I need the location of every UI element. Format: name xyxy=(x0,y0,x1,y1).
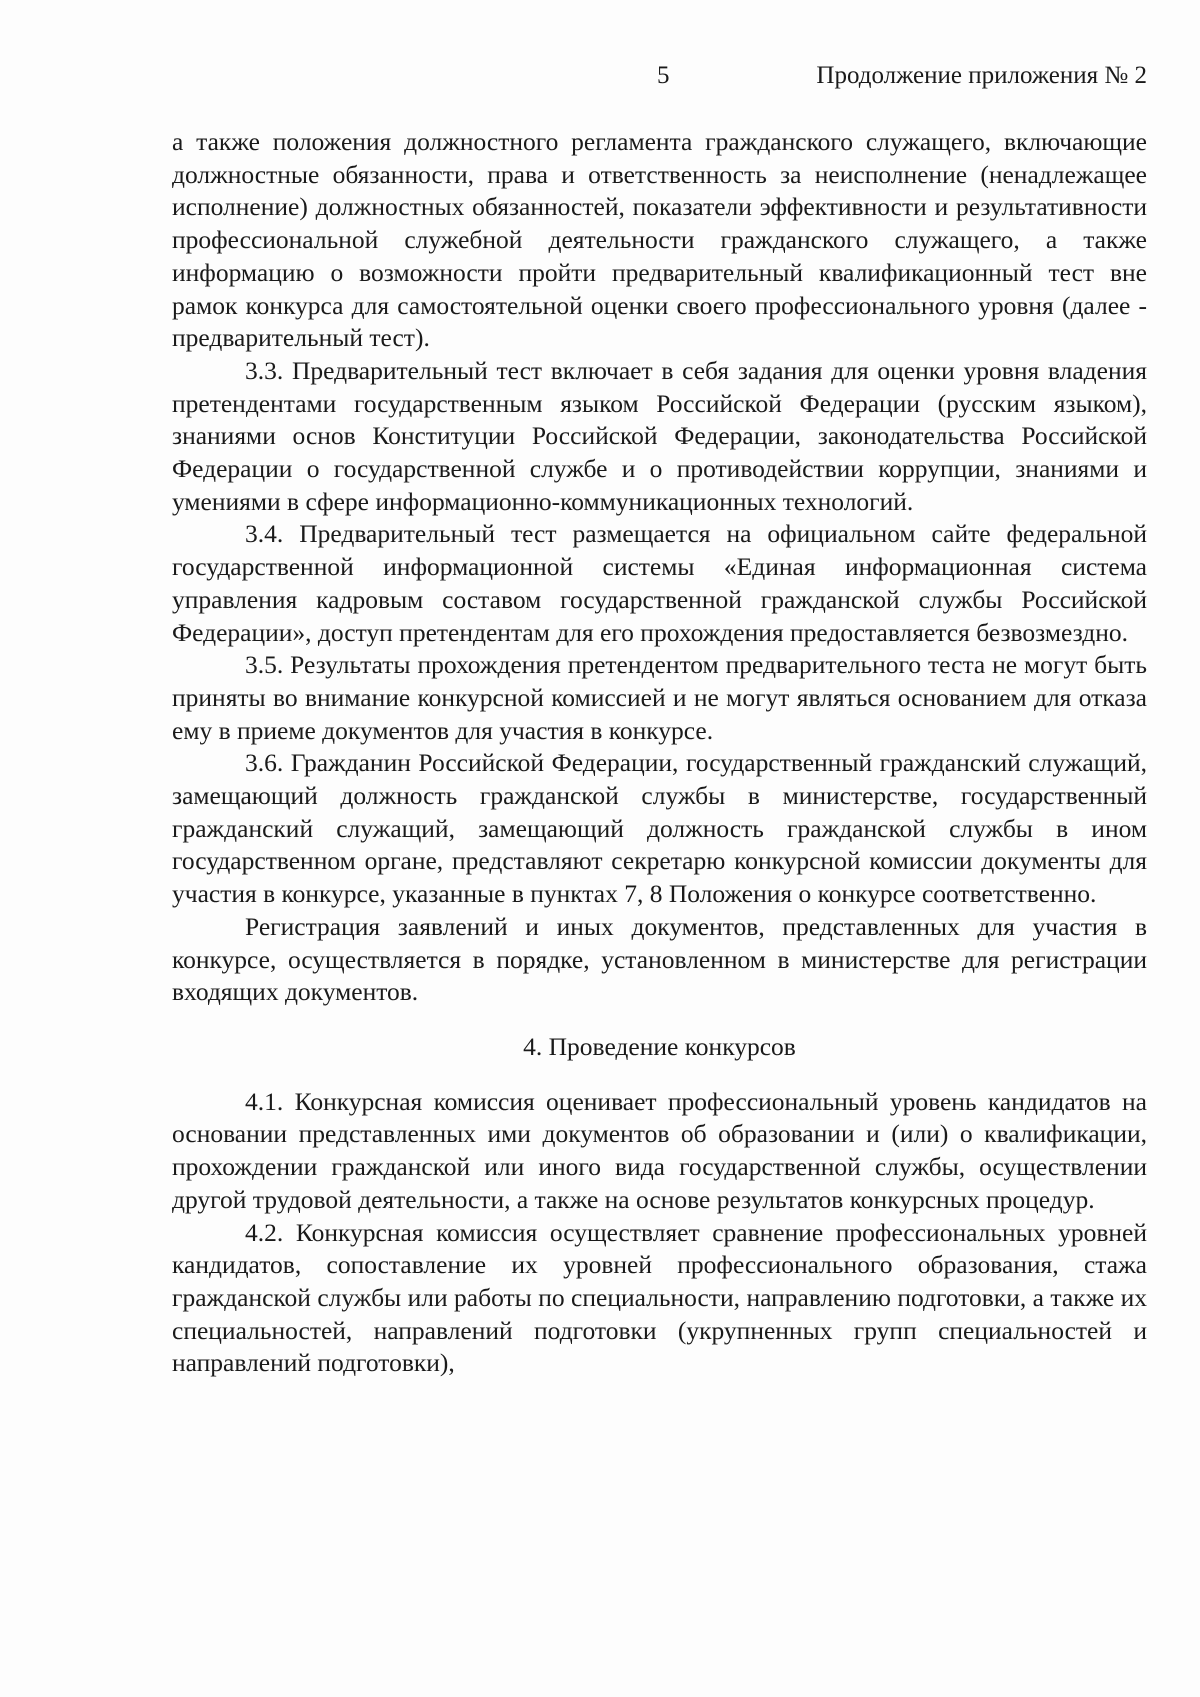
paragraph-3-6: 3.6. Гражданин Российской Федерации, государственный гражданский служащий, замещающий должность гражданской службы в министерстве, государственный гражданский служащий, замещающий должность гражданской службы в ином государственном органе, представляют секретарю конкурсной комиссии документы для участия в конкурсе, указанные в пунктах 7, 8 Положения о конкурсе соответственно. xyxy=(172,748,1147,909)
paragraph-registration: Регистрация заявлений и иных документов, представленных для участия в конкурсе, осуществляется в порядке, установленном в министерстве для регистрации входящих документов. xyxy=(172,911,1147,1007)
appendix-label: Продолжение приложения № 2 xyxy=(816,62,1147,89)
page-header xyxy=(172,62,1147,102)
paragraph-4-1: 4.1. Конкурсная комиссия оценивает профессиональный уровень кандидатов на основании представленных ими документов об образовании и (или) о квалификации, прохождении гражданской или иного вида государственной службы, осуществлении другой трудовой деятельности, а также на основе результатов конкурсных процедур. xyxy=(172,1086,1147,1214)
document-body xyxy=(172,126,1147,1380)
paragraph-continuation: а также положения должностного регламента гражданского служащего, включающие должностные обязанности, права и ответственность за неисполнение (ненадлежащее исполнение) должностных обязанностей, показатели эффективности и результативности профессиональной служебной деятельности гражданского служащего, а также информацию о возможности пройти предварительный квалификационный тест вне рамок конкурса для самостоятельной оценки своего профессионального уровня (далее - предварительный тест). xyxy=(172,127,1147,353)
paragraph-4-2: 4.2. Конкурсная комиссия осуществляет сравнение профессиональных уровней кандидатов, сопоставление их уровней профессионального образования, стажа гражданской службы или работы по специальности, направлению подготовки, а также их специальностей, направлений подготовки (укрупненных групп специальностей и направлений подготовки), xyxy=(172,1217,1147,1378)
paragraph-3-3: 3.3. Предварительный тест включает в себя задания для оценки уровня владения претендентами государственным языком Российской Федерации (русским языком), знаниями основ Конституции Российской Федерации, законодательства Российской Федерации о государственной службе и о противодействии коррупции, знаниями и умениями в сфере информационно-коммуникационных технологий. xyxy=(172,355,1147,516)
paragraph-3-4: 3.4. Предварительный тест размещается на официальном сайте федеральной государственной информационной системы «Единая информационная система управления кадровым составом государственной гражданской службы Российской Федерации», доступ претендентам для его прохождения предоставляется безвозмездно. xyxy=(172,519,1147,647)
paragraph-3-5: 3.5. Результаты прохождения претендентом предварительного теста не могут быть приняты во внимание конкурсной комиссией и не могут являться основанием для отказа ему в приеме документов для участия в конкурсе. xyxy=(172,650,1147,745)
page-number: 5 xyxy=(657,62,670,89)
section-heading: 4. Проведение конкурсов xyxy=(523,1031,796,1061)
